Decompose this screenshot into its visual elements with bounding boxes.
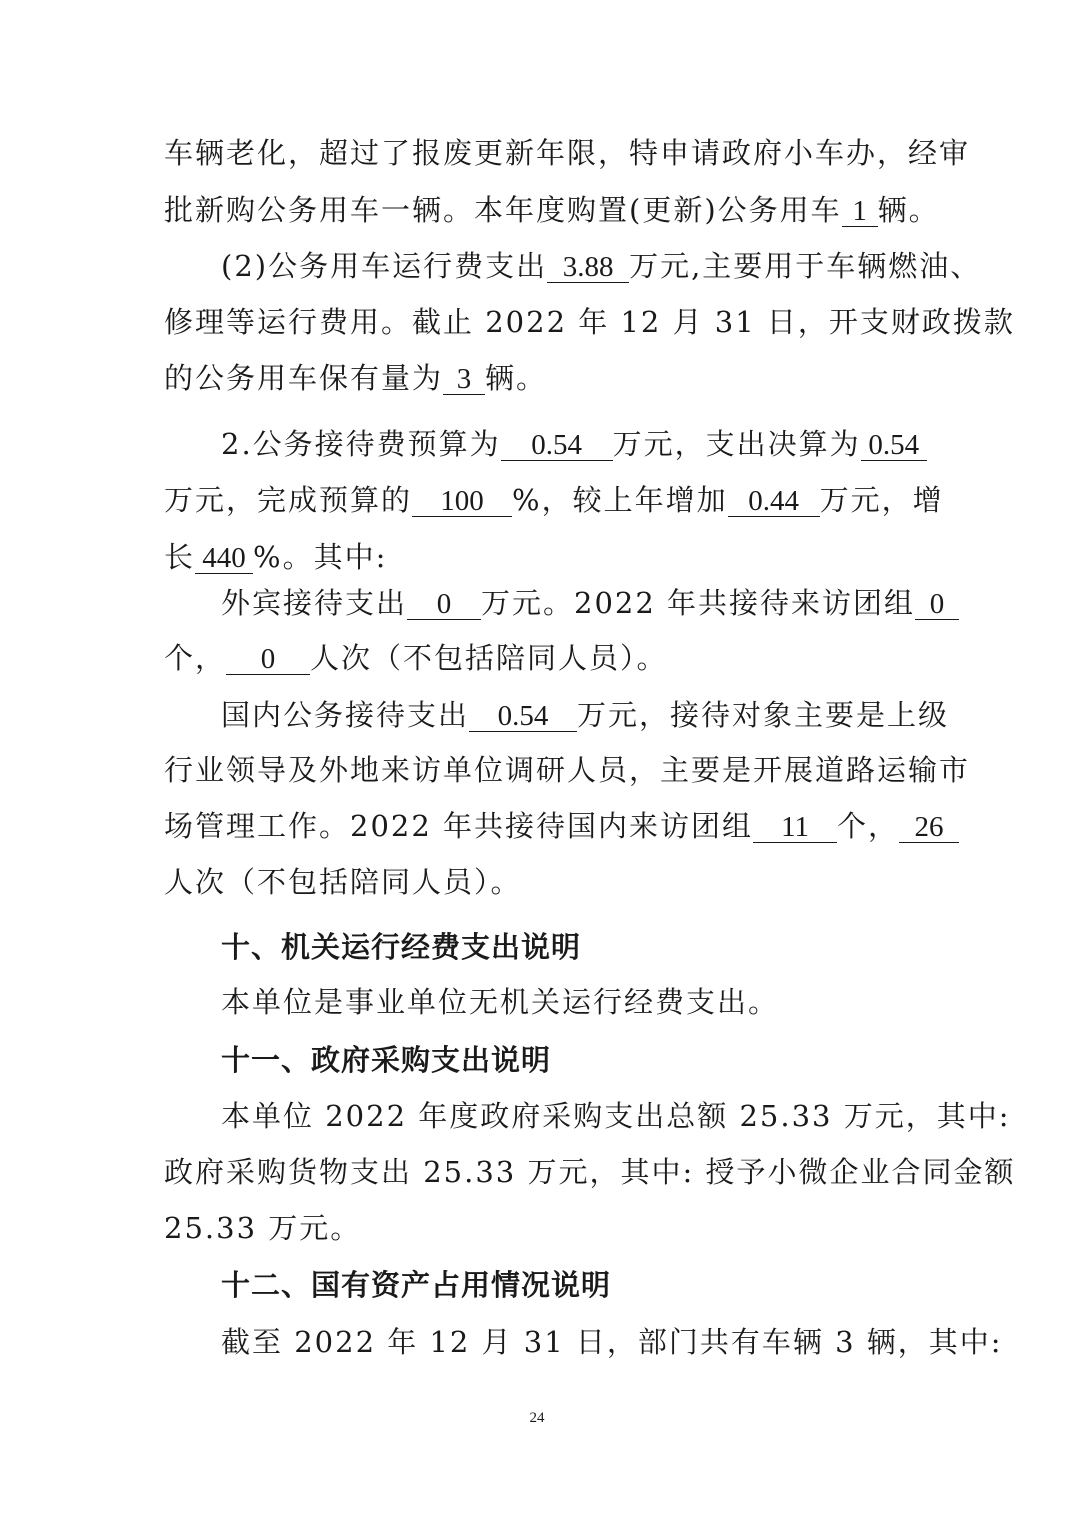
text: 人次（不包括陪同人员）。 bbox=[310, 641, 668, 675]
section-12-line-1: 截至 2022 年 12 月 31 日，部门共有车辆 3 辆，其中: bbox=[221, 1325, 1003, 1359]
increase-value: 0.44 bbox=[728, 486, 820, 517]
domestic-line-3 bbox=[164, 806, 959, 846]
vehicle-line-3 bbox=[221, 246, 981, 286]
vehicle-line-1: 车辆老化，超过了报废更新年限，特申请政府小车办，经审 bbox=[164, 136, 971, 170]
text: 万元，增 bbox=[819, 483, 944, 517]
section-11-line-3: 25.33 万元。 bbox=[164, 1211, 362, 1245]
growth-value: 440 bbox=[195, 543, 253, 574]
foreign-cost-value: 0 bbox=[407, 589, 481, 620]
run-cost-value: 3.88 bbox=[547, 252, 629, 283]
reception-line-2 bbox=[164, 480, 944, 520]
domestic-line-2: 行业领导及外地来访单位调研人员，主要是开展道路运输市 bbox=[164, 753, 971, 787]
vehicle-line-4: 修理等运行费用。截止 2022 年 12 月 31 日，开支财政拨款 bbox=[164, 305, 1015, 339]
domestic-people-value: 26 bbox=[899, 812, 959, 843]
text: 长 bbox=[164, 540, 196, 574]
text: (2)公务用车运行费支出 bbox=[221, 249, 548, 283]
foreign-line-1 bbox=[221, 583, 959, 623]
vehicle-line-2 bbox=[164, 190, 940, 230]
section-12-heading: 十二、国有资产占用情况说明 bbox=[221, 1268, 612, 1302]
foreign-people-value: 0 bbox=[226, 644, 310, 675]
text: 辆。 bbox=[485, 361, 548, 395]
page-number: 24 bbox=[529, 1410, 545, 1426]
vehicle-line-5 bbox=[164, 358, 547, 398]
section-11-line-2: 政府采购货物支出 25.33 万元，其中: 授予小微企业合同金额 bbox=[164, 1155, 1016, 1189]
domestic-groups-value: 11 bbox=[753, 812, 837, 843]
text: 的公务用车保有量为 bbox=[164, 361, 444, 395]
text: 2.公务接待费预算为 bbox=[221, 427, 501, 461]
text: 批新购公务用车一辆。本年度购置(更新)公务用车 bbox=[164, 193, 842, 227]
text: 个， bbox=[164, 641, 227, 675]
domestic-line-1 bbox=[221, 695, 949, 735]
text: 辆。 bbox=[877, 193, 940, 227]
reception-line-3 bbox=[164, 537, 387, 577]
text: 外宾接待支出 bbox=[221, 586, 408, 620]
vehicle-count-value: 3 bbox=[443, 364, 485, 395]
section-11-line-1: 本单位 2022 年度政府采购支出总额 25.33 万元，其中: bbox=[221, 1099, 1011, 1133]
completion-rate-value: 100 bbox=[412, 486, 512, 517]
text: %，较上年增加 bbox=[512, 483, 728, 517]
foreign-groups-value: 0 bbox=[915, 589, 959, 620]
text: %。其中: bbox=[253, 540, 388, 574]
foreign-line-2 bbox=[164, 638, 668, 678]
text: 万元。2022 年共接待来访团组 bbox=[481, 586, 916, 620]
domestic-line-4: 人次（不包括陪同人员）。 bbox=[164, 865, 522, 899]
text: 国内公务接待支出 bbox=[221, 698, 470, 732]
section-10-body: 本单位是事业单位无机关运行经费支出。 bbox=[221, 985, 780, 1019]
section-10-heading: 十、机关运行经费支出说明 bbox=[221, 930, 582, 964]
text: 万元，支出决算为 bbox=[612, 427, 861, 461]
purchased-vehicles-value: 1 bbox=[842, 196, 878, 227]
text: 万元,主要用于车辆燃油、 bbox=[629, 249, 982, 283]
reception-budget-value: 0.54 bbox=[501, 430, 613, 461]
reception-line-1 bbox=[221, 424, 927, 464]
text: 万元，完成预算的 bbox=[164, 483, 413, 517]
section-11-heading: 十一、政府采购支出说明 bbox=[221, 1043, 552, 1077]
text: 场管理工作。2022 年共接待国内来访团组 bbox=[164, 809, 754, 843]
domestic-cost-value: 0.54 bbox=[469, 701, 577, 732]
text: 万元，接待对象主要是上级 bbox=[577, 698, 950, 732]
reception-final-value: 0.54 bbox=[861, 430, 927, 461]
text: 个， bbox=[837, 809, 900, 843]
